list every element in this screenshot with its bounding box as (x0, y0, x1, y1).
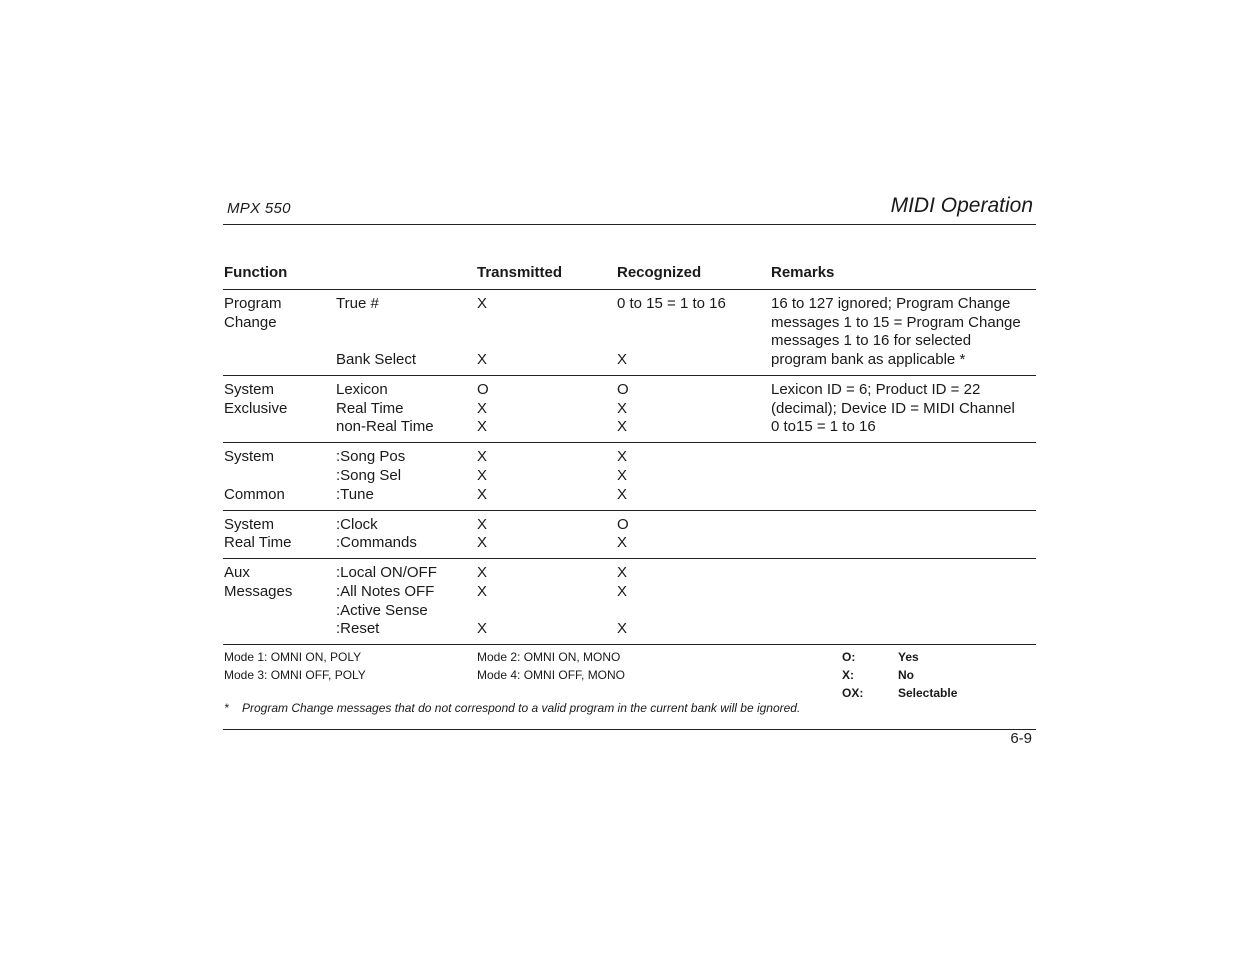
recognized-value: X (617, 534, 628, 551)
legend-value: Selectable (898, 686, 958, 700)
footnote-mark: * (224, 701, 229, 715)
footnote-text: Program Change messages that do not correspond to a valid program in the current bank will be ignored. (242, 701, 801, 715)
sub-function: True # (336, 295, 379, 312)
recognized-value: X (617, 486, 628, 503)
footer-rule (223, 729, 1036, 730)
function-label: Common (224, 486, 285, 503)
sub-function: Real Time (336, 400, 404, 417)
transmitted-value: X (477, 486, 488, 503)
mode-2-label: Mode 2: OMNI ON, MONO (477, 650, 621, 664)
sub-function: :Local ON/OFF (336, 564, 437, 581)
column-header-function: Function (224, 264, 288, 281)
function-label: System (224, 516, 275, 533)
remarks-line: 0 to15 = 1 to 16 (771, 418, 876, 435)
legend-value: Yes (898, 650, 919, 664)
remarks-line: program bank as applicable * (771, 351, 966, 368)
recognized-value: X (617, 583, 628, 600)
mode-4-label: Mode 4: OMNI OFF, MONO (477, 668, 626, 682)
function-label: Change (224, 314, 277, 331)
transmitted-value: X (477, 534, 488, 551)
group-divider (223, 558, 1036, 559)
transmitted-value: X (477, 418, 488, 435)
sub-function: Bank Select (336, 351, 417, 368)
function-label: System (224, 448, 275, 465)
legend-value: No (898, 668, 914, 682)
legend-key: OX: (842, 686, 864, 700)
recognized-value: X (617, 400, 628, 417)
sub-function: :Tune (336, 486, 374, 503)
transmitted-value: X (477, 295, 488, 312)
recognized-value: X (617, 448, 628, 465)
group-divider (223, 442, 1036, 443)
recognized-value: X (617, 418, 628, 435)
remarks-line: 16 to 127 ignored; Program Change (771, 295, 1011, 312)
sub-function: :Song Pos (336, 448, 406, 465)
transmitted-value: X (477, 564, 488, 581)
group-divider (223, 510, 1036, 511)
page-number: 6-9 (1010, 730, 1032, 747)
transmitted-value: X (477, 351, 488, 368)
function-label: Aux (224, 564, 250, 581)
header-rule (223, 224, 1036, 225)
transmitted-value: O (477, 381, 489, 398)
recognized-value: O (617, 516, 629, 533)
transmitted-value: X (477, 620, 488, 637)
sub-function: :All Notes OFF (336, 583, 435, 600)
remarks-line: (decimal); Device ID = MIDI Channel (771, 400, 1015, 417)
page-title: MIDI Operation (890, 194, 1033, 217)
legend-key: X: (842, 668, 854, 682)
sub-function: :Commands (336, 534, 417, 551)
column-header-remarks: Remarks (771, 264, 835, 281)
transmitted-value: X (477, 400, 488, 417)
transmitted-value: X (477, 467, 488, 484)
mode-3-label: Mode 3: OMNI OFF, POLY (224, 668, 366, 682)
function-label: System (224, 381, 275, 398)
recognized-value: O (617, 381, 629, 398)
transmitted-value: X (477, 448, 488, 465)
sub-function: :Active Sense (336, 602, 428, 619)
recognized-value: X (617, 564, 628, 581)
group-divider (223, 375, 1036, 376)
transmitted-value: X (477, 583, 488, 600)
table-header-rule (223, 289, 1036, 290)
sub-function: :Song Sel (336, 467, 402, 484)
function-label: Messages (224, 583, 293, 600)
remarks-line: Lexicon ID = 6; Product ID = 22 (771, 381, 981, 398)
column-header-transmitted: Transmitted (477, 264, 563, 281)
remarks-line: messages 1 to 16 for selected (771, 332, 972, 349)
function-label: Exclusive (224, 400, 288, 417)
transmitted-value: X (477, 516, 488, 533)
sub-function: :Reset (336, 620, 380, 637)
sub-function: non-Real Time (336, 418, 434, 435)
sub-function: :Clock (336, 516, 378, 533)
legend-key: O: (842, 650, 856, 664)
function-label: Program (224, 295, 282, 312)
remarks-line: messages 1 to 15 = Program Change (771, 314, 1021, 331)
recognized-value: X (617, 620, 628, 637)
mode-1-label: Mode 1: OMNI ON, POLY (224, 650, 362, 664)
function-label: Real Time (224, 534, 292, 551)
recognized-value: 0 to 15 = 1 to 16 (617, 295, 726, 312)
table-bottom-rule (223, 644, 1036, 645)
document-product-label: MPX 550 (227, 200, 291, 217)
recognized-value: X (617, 351, 628, 368)
recognized-value: X (617, 467, 628, 484)
column-header-recognized: Recognized (617, 264, 702, 281)
sub-function: Lexicon (336, 381, 388, 398)
